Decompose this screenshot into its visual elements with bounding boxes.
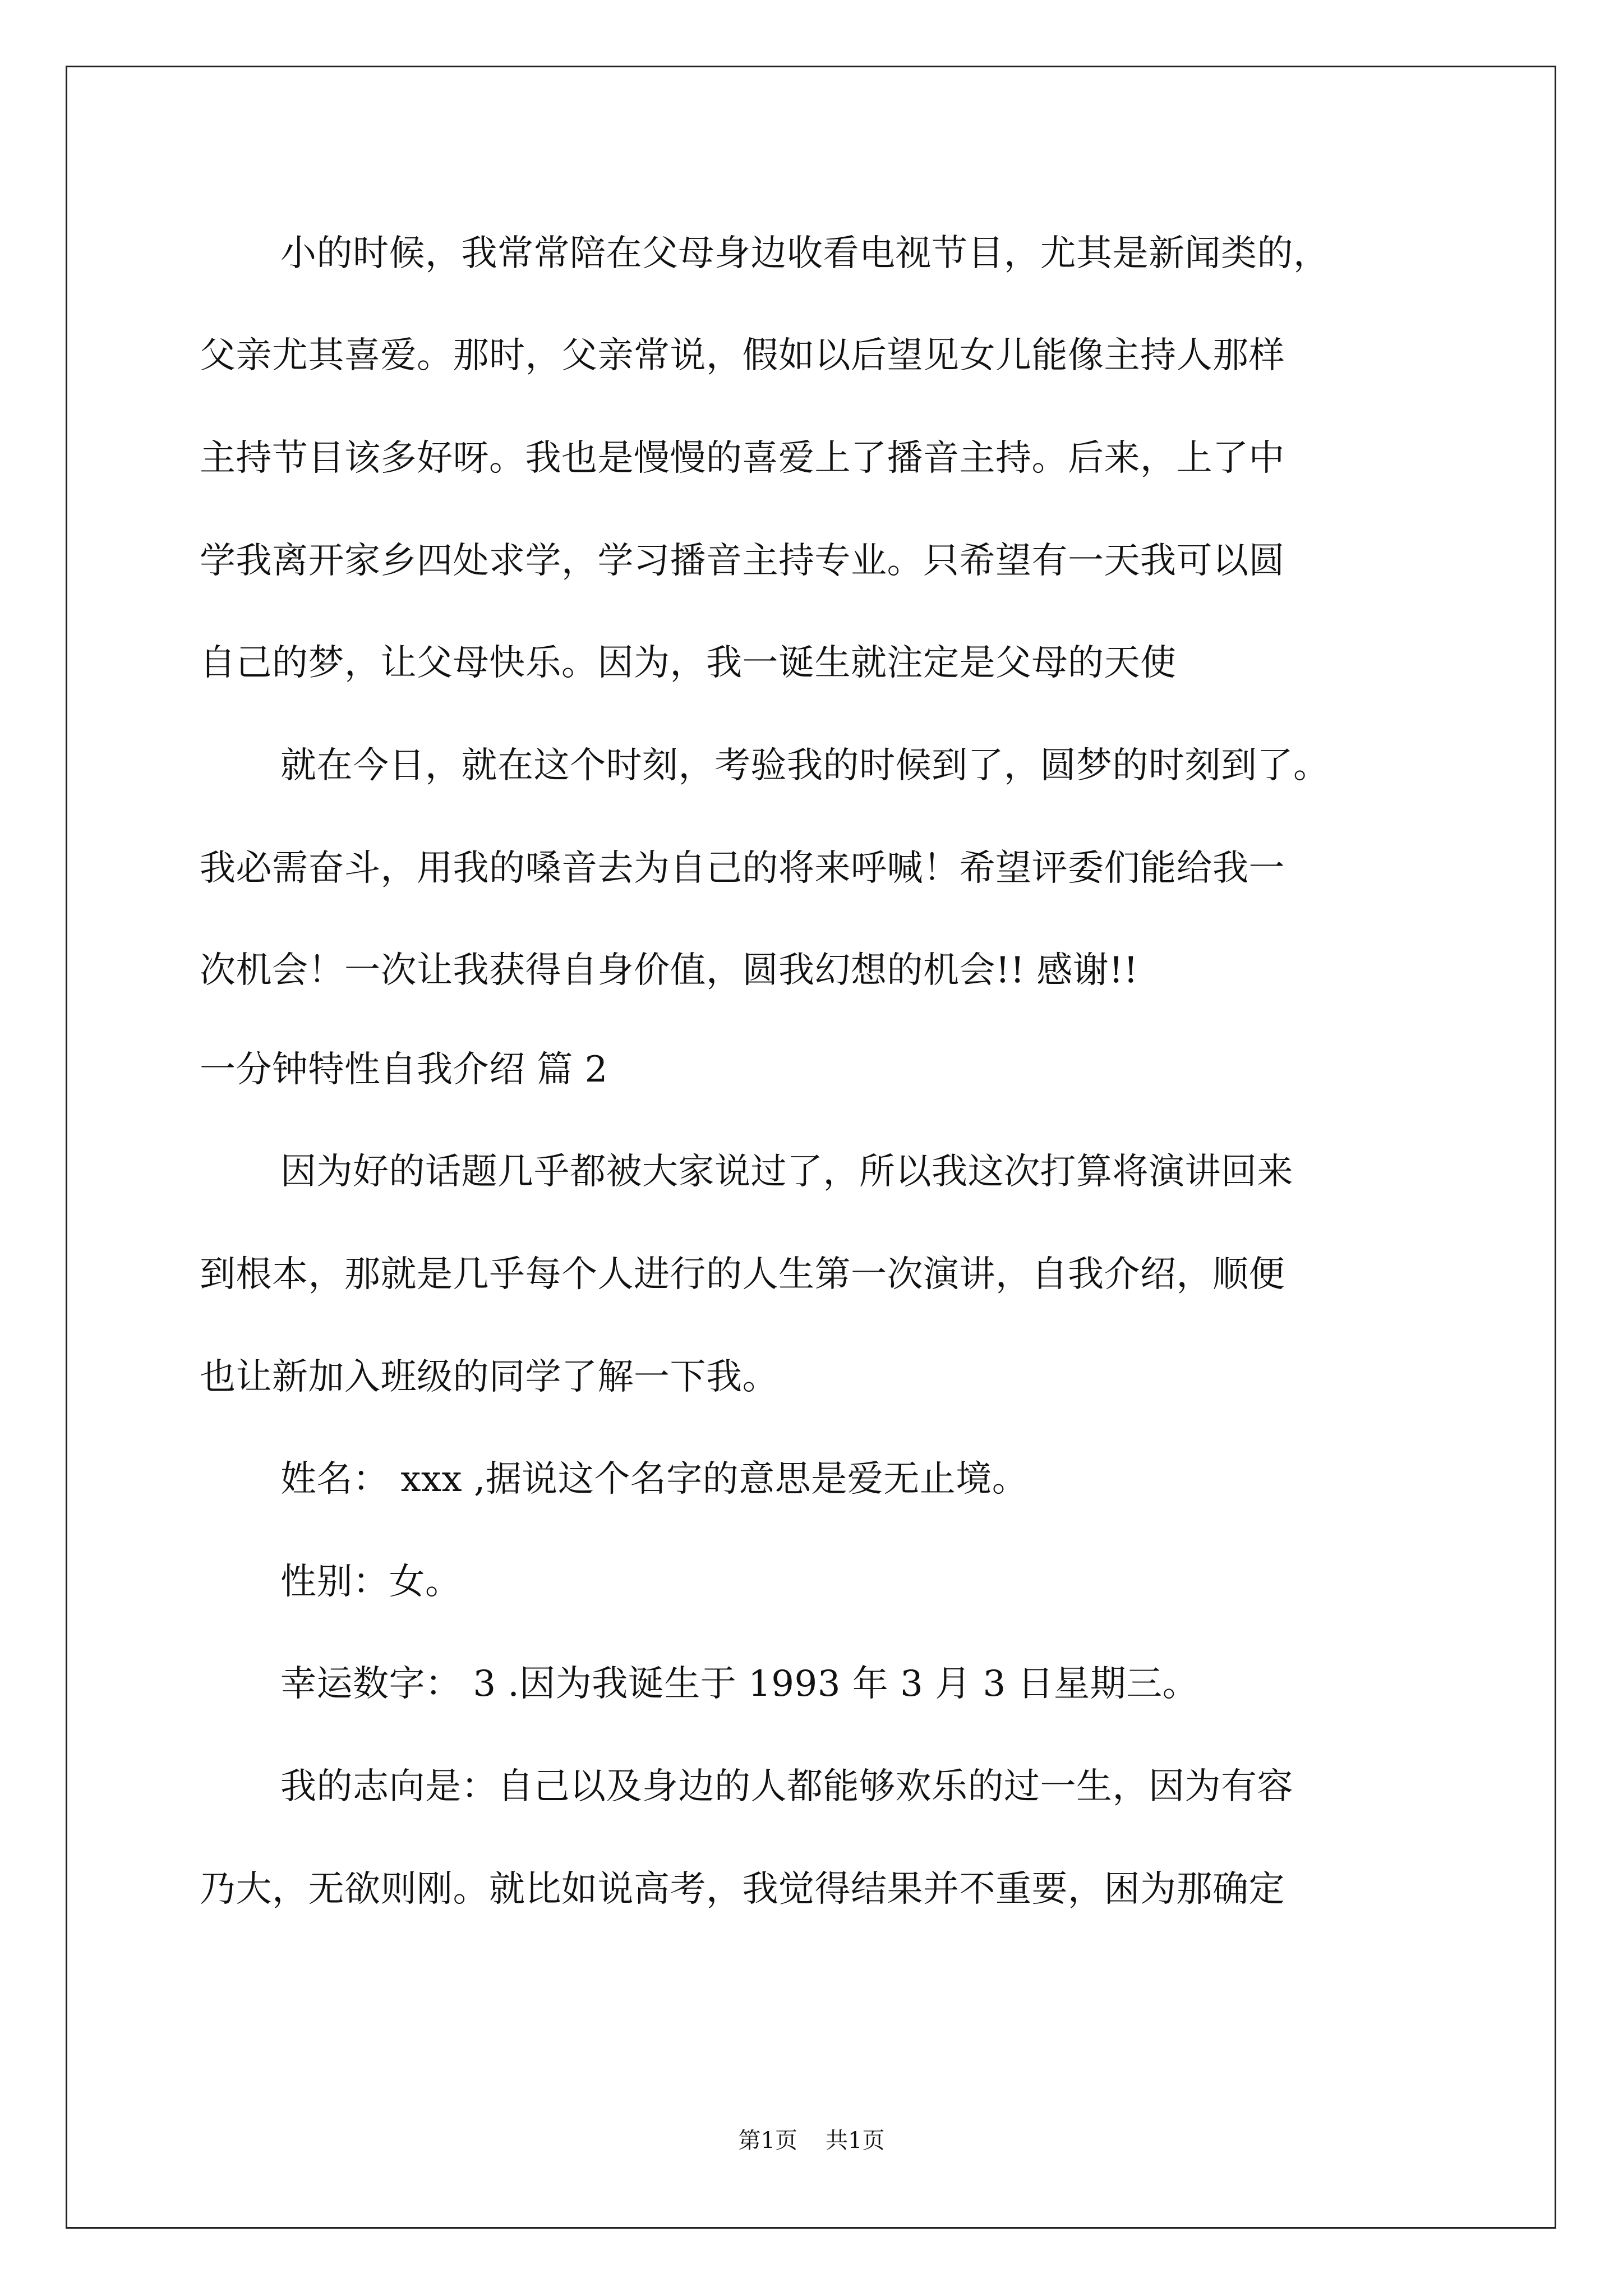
page-footer [0, 2125, 1623, 2156]
paragraph-1-line-3: 主持节目该多好呀。我也是慢慢的喜爱上了播音主持。后来，上了中 [200, 438, 1285, 479]
paragraph-2-line-2: 我必需奋斗，用我的嗓音去为自己的将来呼喊！希望评委们能给我一 [200, 848, 1285, 889]
gender-line: 性别：女。 [280, 1561, 462, 1603]
lucky-number-line: 幸运数字： 3 .因为我诞生于 1993 年 3 月 3 日星期三。 [280, 1663, 1199, 1705]
section-heading: 一分钟特性自我介绍 篇 2 [200, 1049, 608, 1091]
page-number: 第1页 [738, 2128, 797, 2154]
paragraph-1-line-2: 父亲尤其喜爱。那时，父亲常说，假如以后望见女儿能像主持人那样 [200, 335, 1285, 376]
paragraph-1-line-5: 自己的梦，让父母快乐。因为，我一诞生就注定是父母的天使 [200, 642, 1177, 684]
paragraph-4-line-1: 我的志向是：自己以及身边的人都能够欢乐的过一生，因为有容 [280, 1766, 1293, 1807]
name-line: 姓名： xxx ,据说这个名字的意思是爱无止境。 [280, 1458, 1029, 1500]
paragraph-2-line-1: 就在今日，就在这个时刻，考验我的时候到了，圆梦的时刻到了。 [280, 745, 1330, 786]
paragraph-3-line-3: 也让新加入班级的同学了解一下我。 [200, 1356, 778, 1398]
paragraph-2-line-3: 次机会！一次让我获得自身价值，圆我幻想的机会!! 感谢!! [200, 950, 1138, 991]
page-total: 共1页 [826, 2128, 885, 2154]
paragraph-1-line-1: 小的时候，我常常陪在父母身边收看电视节目，尤其是新闻类的， [280, 233, 1330, 274]
paragraph-4-line-2: 乃大，无欲则刚。就比如说高考，我觉得结果并不重要，困为那确定 [200, 1869, 1285, 1910]
paragraph-3-line-1: 因为好的话题几乎都被大家说过了，所以我这次打算将演讲回来 [280, 1151, 1293, 1193]
paragraph-1-line-4: 学我离开家乡四处求学，学习播音主持专业。只希望有一天我可以圆 [200, 540, 1285, 582]
paragraph-3-line-2: 到根本，那就是几乎每个人进行的人生第一次演讲，自我介绍，顺便 [200, 1254, 1285, 1295]
